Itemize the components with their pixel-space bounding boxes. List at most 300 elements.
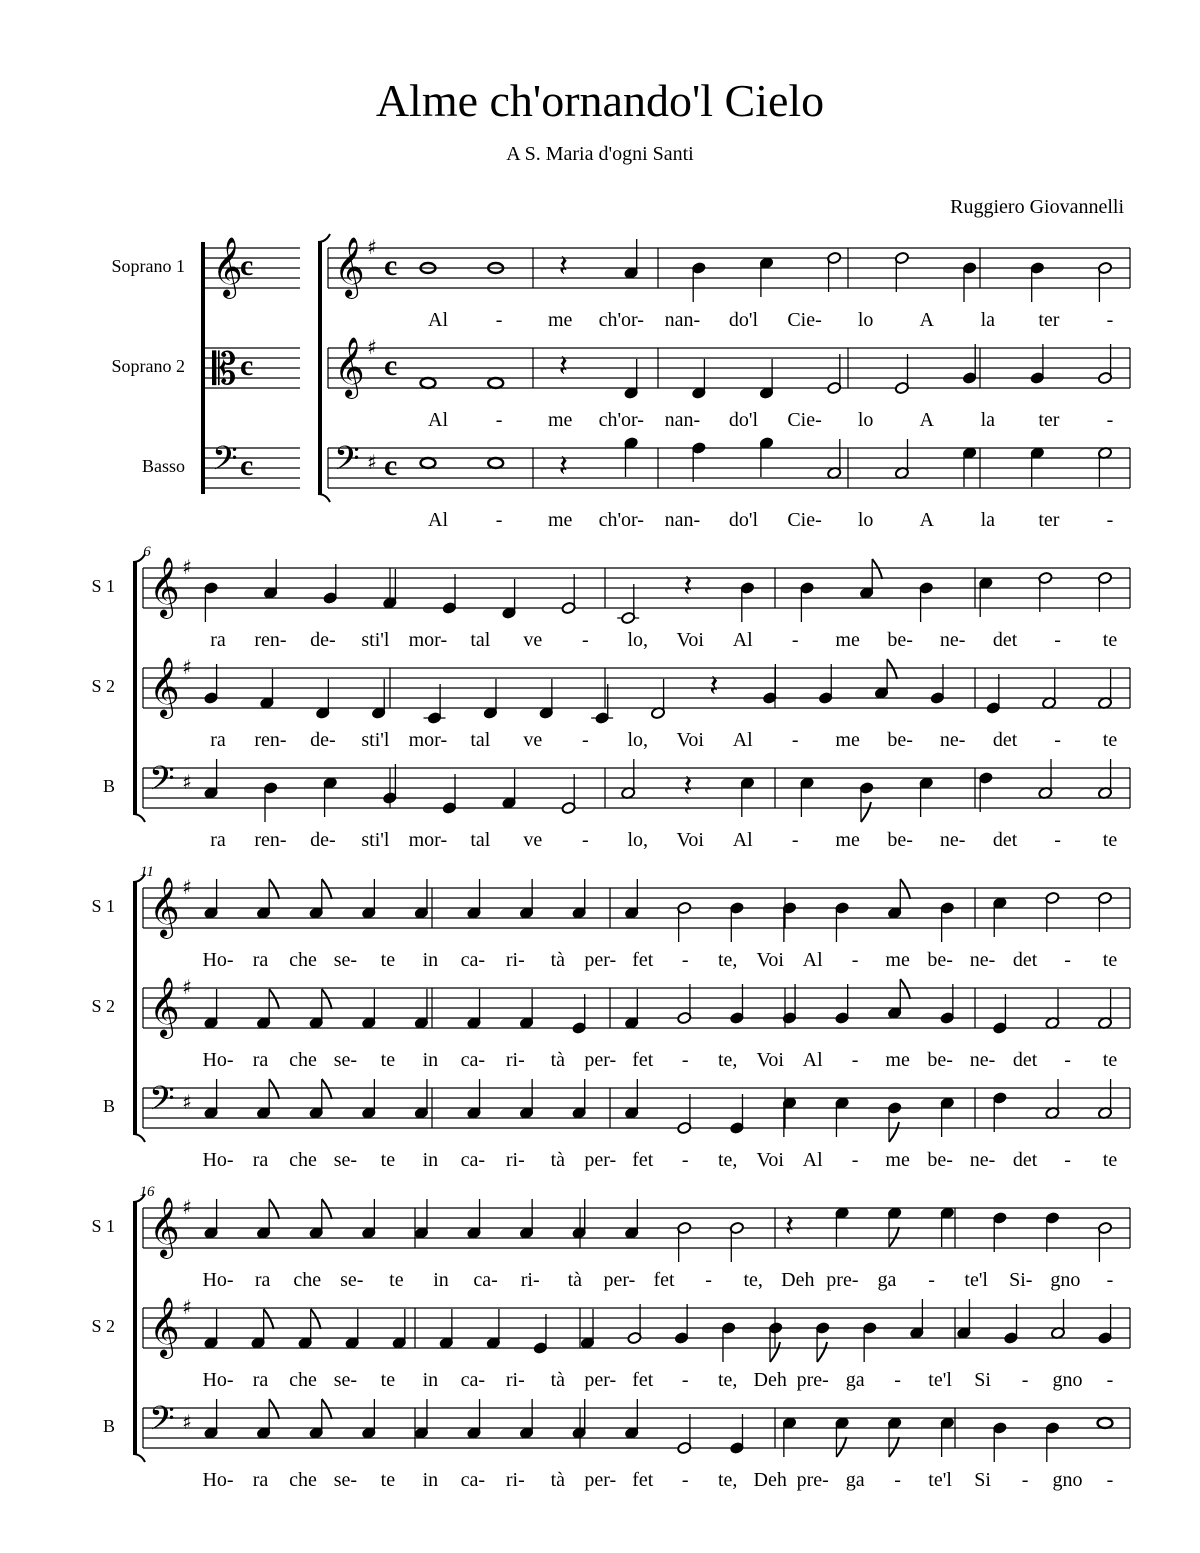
lyric-syllable: Ho- <box>202 1469 234 1491</box>
lyric-syllable: mor- <box>408 629 448 651</box>
lyric-syllable: te <box>1102 949 1118 971</box>
lyric-syllable: Al <box>802 949 823 971</box>
lyric-syllable: ne- <box>969 1049 996 1071</box>
lyric-syllable: Al <box>428 509 448 531</box>
lyric-syllable: te <box>380 949 396 971</box>
lyric-syllable: Al <box>732 729 753 751</box>
lyric-syllable: ne- <box>969 949 996 971</box>
key-sharp-icon: ♯ <box>182 1090 192 1114</box>
treble-clef-icon: 𝄞 <box>212 237 243 297</box>
lyric-syllable: - <box>851 949 859 971</box>
part-label: Soprano 1 <box>111 256 185 276</box>
lyric-syllable: se- <box>333 1049 358 1071</box>
lyric-syllable: A <box>919 509 934 531</box>
lyric-syllable: Al <box>802 1149 823 1171</box>
lyric-syllable: Si- <box>1009 1269 1033 1291</box>
common-time-icon: c <box>384 249 398 282</box>
lyric-syllable: tà <box>550 949 566 971</box>
lyric-syllable: te <box>1102 829 1118 851</box>
lyric-syllable: - <box>1064 1049 1071 1071</box>
treble-clef-icon: 𝄞 <box>149 877 180 937</box>
bracket-bottom <box>133 1454 145 1462</box>
lyric-syllable: me <box>835 729 860 751</box>
quarter-rest-icon: 𝄽 <box>558 349 568 384</box>
lyric-syllable: fet <box>653 1269 675 1291</box>
part-label: B <box>102 776 115 796</box>
lyric-syllable: per- <box>603 1269 636 1291</box>
lyric-syllable: che <box>293 1269 322 1291</box>
lyric-syllable: mor- <box>408 729 448 751</box>
lyric-syllable: ne- <box>939 629 966 651</box>
lyric-syllable: tà <box>550 1149 566 1171</box>
eighth-flag <box>872 559 882 579</box>
lyric-syllable: che <box>289 1049 317 1071</box>
lyric-syllable: Deh <box>753 1369 787 1391</box>
key-sharp-icon: ♯ <box>182 975 192 999</box>
lyric-syllable: det <box>1012 1149 1038 1171</box>
lyric-syllable: Voi <box>676 729 704 751</box>
bracket-top <box>318 234 330 242</box>
lyric-syllable: in <box>422 1049 439 1071</box>
lyric-syllable: - <box>581 829 589 851</box>
lyric-syllable: Al <box>428 309 448 331</box>
part-label: S 1 <box>91 1216 115 1236</box>
page-subtitle: A S. Maria d'ogni Santi <box>506 143 694 165</box>
lyric-syllable: - <box>1106 509 1114 531</box>
eighth-flag <box>269 879 279 899</box>
lyric-syllable: Ho- <box>202 1369 234 1391</box>
lyric-syllable: Deh <box>753 1469 787 1491</box>
lyric-syllable: Cie- <box>787 309 822 331</box>
lyric-syllable: ri- <box>505 1149 525 1171</box>
bass-clef-icon: 𝄢 <box>334 440 360 486</box>
key-sharp-icon: ♯ <box>367 450 377 474</box>
lyric-syllable: lo <box>857 409 874 431</box>
treble-clef-icon: 𝄞 <box>334 237 365 297</box>
lyric-syllable: det <box>1012 1049 1038 1071</box>
whole-note <box>488 458 503 468</box>
lyric-syllable: - <box>1106 1269 1114 1291</box>
lyric-syllable: - <box>851 1049 859 1071</box>
lyric-syllable: in <box>422 1369 439 1391</box>
lyric-syllable: Al <box>428 409 448 431</box>
lyric-syllable: Deh <box>781 1269 815 1291</box>
lyric-syllable: - <box>1064 949 1071 971</box>
bracket-bottom <box>133 814 145 822</box>
lyric-syllable: fet <box>632 1049 654 1071</box>
lyric-syllable: - <box>791 629 799 651</box>
page-title: Alme ch'ornando'l Cielo <box>375 75 825 126</box>
eighth-flag <box>889 1122 899 1142</box>
lyric-syllable: lo, <box>627 629 649 651</box>
lyric-syllable: in <box>422 1469 439 1491</box>
lyric-syllable: per- <box>584 1049 617 1071</box>
lyric-syllable: ra <box>252 1049 269 1071</box>
lyric-syllable: - <box>705 1269 712 1291</box>
lyric-syllable: ga <box>845 1469 865 1491</box>
lyric-syllable: tal <box>470 829 491 851</box>
eighth-flag <box>900 979 910 999</box>
part-label: S 2 <box>91 676 115 696</box>
whole-note <box>1098 1418 1113 1428</box>
common-time-icon: c <box>240 249 254 282</box>
bracket-bottom <box>133 1134 145 1142</box>
lyric-syllable: - <box>791 729 799 751</box>
lyric-syllable: me <box>547 409 573 431</box>
eighth-flag <box>269 1399 279 1419</box>
lyric-syllable: te <box>380 1369 396 1391</box>
lyric-syllable: - <box>1054 829 1061 851</box>
eighth-flag <box>861 802 871 822</box>
lyric-syllable: Voi <box>756 1149 784 1171</box>
lyric-syllable: ca- <box>460 949 486 971</box>
lyric-syllable: ter <box>1038 309 1060 331</box>
eighth-flag <box>269 989 279 1009</box>
lyric-syllable: te, <box>717 949 738 971</box>
lyric-syllable: tà <box>550 1049 566 1071</box>
lyric-syllable: Ho- <box>202 1149 234 1171</box>
lyric-syllable: - <box>581 629 589 651</box>
lyric-syllable: tà <box>567 1269 583 1291</box>
eighth-flag <box>322 879 332 899</box>
lyric-syllable: che <box>289 1369 317 1391</box>
lyric-syllable: te <box>380 1049 396 1071</box>
lyric-syllable: ra <box>210 729 226 751</box>
lyric-syllable: ri- <box>505 949 525 971</box>
lyric-syllable: tal <box>470 629 491 651</box>
lyric-syllable: - <box>495 409 503 431</box>
lyric-syllable: nan- <box>664 309 701 331</box>
lyric-syllable: ra <box>210 629 226 651</box>
key-sharp-icon: ♯ <box>182 770 192 794</box>
lyric-syllable: det <box>992 629 1018 651</box>
part-label: B <box>102 1416 115 1436</box>
lyric-syllable: tal <box>470 729 491 751</box>
lyric-syllable: ra <box>254 1269 271 1291</box>
lyric-syllable: - <box>1106 1369 1114 1391</box>
lyric-syllable: ca- <box>460 1469 486 1491</box>
lyric-syllable: ch'or- <box>598 509 644 531</box>
lyric-syllable: - <box>1106 409 1114 431</box>
lyric-syllable: - <box>495 509 503 531</box>
lyric-syllable: te'l <box>928 1369 952 1391</box>
eighth-flag <box>322 1399 332 1419</box>
lyric-syllable: ve <box>523 829 543 851</box>
lyric-syllable: ren- <box>254 829 287 851</box>
lyric-syllable: gno <box>1050 1269 1081 1291</box>
lyric-syllable: Al <box>732 829 753 851</box>
treble-clef-icon: 𝄞 <box>149 977 180 1037</box>
eighth-flag <box>817 1342 827 1362</box>
lyric-syllable: te <box>380 1149 396 1171</box>
lyric-syllable: fet <box>632 949 654 971</box>
lyric-syllable: - <box>681 949 689 971</box>
whole-note <box>421 458 436 468</box>
lyric-syllable: pre- <box>826 1269 859 1291</box>
lyric-syllable: ra <box>252 1149 269 1171</box>
key-sharp-icon: ♯ <box>182 1295 192 1319</box>
lyric-syllable: se- <box>333 1149 358 1171</box>
quarter-rest-icon: 𝄽 <box>558 449 568 484</box>
eighth-flag <box>269 1199 279 1219</box>
lyric-syllable: be- <box>887 829 913 851</box>
lyric-syllable: - <box>495 309 503 331</box>
lyric-syllable: ter <box>1038 409 1060 431</box>
quarter-rest-icon: 𝄽 <box>709 669 719 704</box>
key-sharp-icon: ♯ <box>182 875 192 899</box>
lyric-syllable: mor- <box>408 829 448 851</box>
lyric-syllable: nan- <box>664 409 701 431</box>
lyric-syllable: pre- <box>796 1369 829 1391</box>
lyric-syllable: ca- <box>460 1369 486 1391</box>
key-sharp-icon: ♯ <box>182 655 192 679</box>
lyric-syllable: la <box>980 409 996 431</box>
lyric-syllable: de- <box>310 829 336 851</box>
lyric-syllable: ve <box>523 629 543 651</box>
lyric-syllable: de- <box>310 729 336 751</box>
lyric-syllable: ne- <box>939 829 966 851</box>
lyric-syllable: ri- <box>505 1469 525 1491</box>
lyric-syllable: fet <box>632 1149 654 1171</box>
eighth-flag <box>889 1437 899 1457</box>
lyric-syllable: me <box>547 309 573 331</box>
lyric-syllable: - <box>1021 1369 1029 1391</box>
lyric-syllable: in <box>433 1269 449 1291</box>
lyric-syllable: - <box>581 729 589 751</box>
lyric-syllable: Voi <box>676 629 704 651</box>
lyric-syllable: per- <box>584 1149 617 1171</box>
lyric-syllable: - <box>681 1369 689 1391</box>
lyric-syllable: be- <box>927 1149 953 1171</box>
lyric-syllable: - <box>894 1469 901 1491</box>
eighth-flag <box>311 1309 321 1329</box>
lyric-syllable: det <box>1012 949 1038 971</box>
lyric-syllable: ri- <box>505 1049 525 1071</box>
bass-clef-icon: 𝄢 <box>149 1400 175 1446</box>
lyric-syllable: - <box>1106 309 1114 331</box>
lyric-syllable: la <box>980 509 996 531</box>
quarter-rest-icon: 𝄽 <box>683 569 693 604</box>
lyric-syllable: Si <box>974 1469 991 1491</box>
lyric-syllable: pre- <box>796 1469 829 1491</box>
quarter-rest-icon: 𝄽 <box>558 249 568 284</box>
lyric-syllable: ra <box>252 949 269 971</box>
lyric-syllable: te, <box>743 1269 763 1291</box>
lyric-syllable: sti'l <box>361 729 390 751</box>
common-time-icon: c <box>240 349 254 382</box>
lyric-syllable: te'l <box>964 1269 988 1291</box>
lyric-syllable: in <box>422 949 439 971</box>
lyric-syllable: de- <box>310 629 336 651</box>
lyric-syllable: ra <box>252 1469 269 1491</box>
lyric-syllable: per- <box>584 949 617 971</box>
eighth-flag <box>264 1309 274 1329</box>
lyric-syllable: be- <box>887 629 913 651</box>
lyric-syllable: - <box>681 1469 689 1491</box>
lyric-syllable: do'l <box>728 309 759 331</box>
lyric-syllable: - <box>1064 1149 1071 1171</box>
part-label: S 2 <box>91 1316 115 1336</box>
key-sharp-icon: ♯ <box>367 335 377 359</box>
lyric-syllable: ve <box>523 729 543 751</box>
lyric-syllable: Ho- <box>202 1049 234 1071</box>
lyric-syllable: be- <box>887 729 913 751</box>
lyric-syllable: - <box>681 1149 689 1171</box>
lyric-syllable: A <box>919 409 934 431</box>
treble-clef-icon: 𝄞 <box>149 657 180 717</box>
lyric-syllable: me <box>885 1049 910 1071</box>
lyric-syllable: Voi <box>676 829 704 851</box>
common-time-icon: c <box>384 449 398 482</box>
lyric-syllable: Cie- <box>787 509 822 531</box>
eighth-flag <box>887 659 897 679</box>
quarter-rest-icon: 𝄽 <box>784 1209 795 1244</box>
quarter-rest-icon: 𝄽 <box>683 769 693 804</box>
lyric-syllable: che <box>289 1469 317 1491</box>
lyric-syllable: ren- <box>254 729 287 751</box>
lyric-syllable: ca- <box>473 1269 498 1291</box>
measure-number: 6 <box>143 544 151 560</box>
lyric-syllable: - <box>1021 1469 1029 1491</box>
treble-clef-icon: 𝄞 <box>149 557 180 617</box>
lyric-syllable: Voi <box>756 949 784 971</box>
lyric-syllable: ter <box>1038 509 1060 531</box>
lyric-syllable: - <box>1106 1469 1114 1491</box>
lyric-syllable: ca- <box>460 1049 486 1071</box>
eighth-flag <box>322 989 332 1009</box>
lyric-syllable: te, <box>717 1149 738 1171</box>
lyric-syllable: ra <box>210 829 226 851</box>
lyric-syllable: ch'or- <box>598 409 644 431</box>
lyric-syllable: te <box>1102 1149 1118 1171</box>
lyric-syllable: lo <box>857 509 874 531</box>
lyric-syllable: ri- <box>520 1269 540 1291</box>
lyric-syllable: la <box>980 309 996 331</box>
lyric-syllable: Voi <box>756 1049 784 1071</box>
lyric-syllable: ri- <box>505 1369 525 1391</box>
eighth-flag <box>900 879 910 899</box>
lyric-syllable: te, <box>717 1369 738 1391</box>
key-sharp-icon: ♯ <box>367 235 377 259</box>
lyric-syllable: fet <box>632 1369 654 1391</box>
part-label: S 2 <box>91 996 115 1016</box>
part-label: S 1 <box>91 896 115 916</box>
whole-note <box>488 378 503 388</box>
lyric-syllable: be- <box>927 949 953 971</box>
lyric-syllable: lo, <box>627 729 649 751</box>
lyric-syllable: Al <box>732 629 753 651</box>
lyric-syllable: te <box>1102 1049 1118 1071</box>
lyric-syllable: se- <box>333 1369 358 1391</box>
lyric-syllable: ca- <box>460 1149 486 1171</box>
lyric-syllable: per- <box>584 1469 617 1491</box>
eighth-flag <box>889 1227 899 1247</box>
lyric-syllable: se- <box>333 1469 358 1491</box>
lyric-syllable: - <box>791 829 799 851</box>
lyric-syllable: do'l <box>728 409 759 431</box>
part-label: Basso <box>141 456 185 476</box>
key-sharp-icon: ♯ <box>182 1195 192 1219</box>
lyric-syllable: in <box>422 1149 439 1171</box>
bass-clef-icon: 𝄢 <box>149 1080 175 1126</box>
lyric-syllable: me <box>885 1149 910 1171</box>
common-time-icon: c <box>240 449 254 482</box>
lyric-syllable: te <box>1102 629 1118 651</box>
lyric-syllable: tà <box>550 1469 566 1491</box>
lyric-syllable: - <box>1054 629 1061 651</box>
part-label: B <box>102 1096 115 1116</box>
lyric-syllable: te <box>380 1469 396 1491</box>
c-clef-icon: 𝄡 <box>212 344 237 395</box>
part-label: Soprano 2 <box>111 356 185 376</box>
lyric-syllable: det <box>992 729 1018 751</box>
lyric-syllable: che <box>289 1149 317 1171</box>
lyric-syllable: - <box>894 1369 901 1391</box>
lyric-syllable: gno <box>1052 1469 1083 1491</box>
lyric-syllable: Ho- <box>202 1269 234 1291</box>
lyric-syllable: se- <box>340 1269 364 1291</box>
eighth-flag <box>269 1079 279 1099</box>
lyric-syllable: ne- <box>939 729 966 751</box>
lyric-syllable: tà <box>550 1369 566 1391</box>
eighth-flag <box>322 1079 332 1099</box>
lyric-syllable: Ho- <box>202 949 234 971</box>
lyric-syllable: te <box>1102 729 1118 751</box>
common-time-icon: c <box>384 349 398 382</box>
lyric-syllable: be- <box>927 1049 953 1071</box>
lyric-syllable: te'l <box>928 1469 952 1491</box>
eighth-flag <box>322 1199 332 1219</box>
lyric-syllable: nan- <box>664 509 701 531</box>
key-sharp-icon: ♯ <box>182 555 192 579</box>
measure-number: 16 <box>139 1184 155 1200</box>
measure-number: 11 <box>140 864 154 880</box>
lyric-syllable: te, <box>717 1049 738 1071</box>
lyric-syllable: fet <box>632 1469 654 1491</box>
lyric-syllable: che <box>289 949 317 971</box>
lyric-syllable: me <box>835 829 860 851</box>
lyric-syllable: sti'l <box>361 829 390 851</box>
treble-clef-icon: 𝄞 <box>334 337 365 397</box>
lyric-syllable: te, <box>717 1469 738 1491</box>
lyric-syllable: ren- <box>254 629 287 651</box>
lyric-syllable: ga <box>845 1369 865 1391</box>
composer-name: Ruggiero Giovannelli <box>950 196 1124 218</box>
lyric-syllable: ga <box>877 1269 897 1291</box>
lyric-syllable: me <box>885 949 910 971</box>
lyric-syllable: A <box>919 309 934 331</box>
bracket-bottom <box>318 494 330 502</box>
lyric-syllable: lo <box>857 309 874 331</box>
lyric-syllable: - <box>1054 729 1061 751</box>
lyric-syllable: ne- <box>969 1149 996 1171</box>
eighth-flag <box>836 1437 846 1457</box>
lyric-syllable: me <box>547 509 573 531</box>
lyric-syllable: - <box>681 1049 689 1071</box>
lyric-syllable: per- <box>584 1369 617 1391</box>
treble-clef-icon: 𝄞 <box>149 1297 180 1357</box>
lyric-syllable: do'l <box>728 509 759 531</box>
lyric-syllable: - <box>851 1149 859 1171</box>
part-label: S 1 <box>91 576 115 596</box>
lyric-syllable: gno <box>1052 1369 1083 1391</box>
bass-clef-icon: 𝄢 <box>212 440 238 486</box>
lyric-syllable: Al <box>802 1049 823 1071</box>
lyric-syllable: me <box>835 629 860 651</box>
lyric-syllable: sti'l <box>361 629 390 651</box>
lyric-syllable: te <box>389 1269 404 1291</box>
lyric-syllable: lo, <box>627 829 649 851</box>
